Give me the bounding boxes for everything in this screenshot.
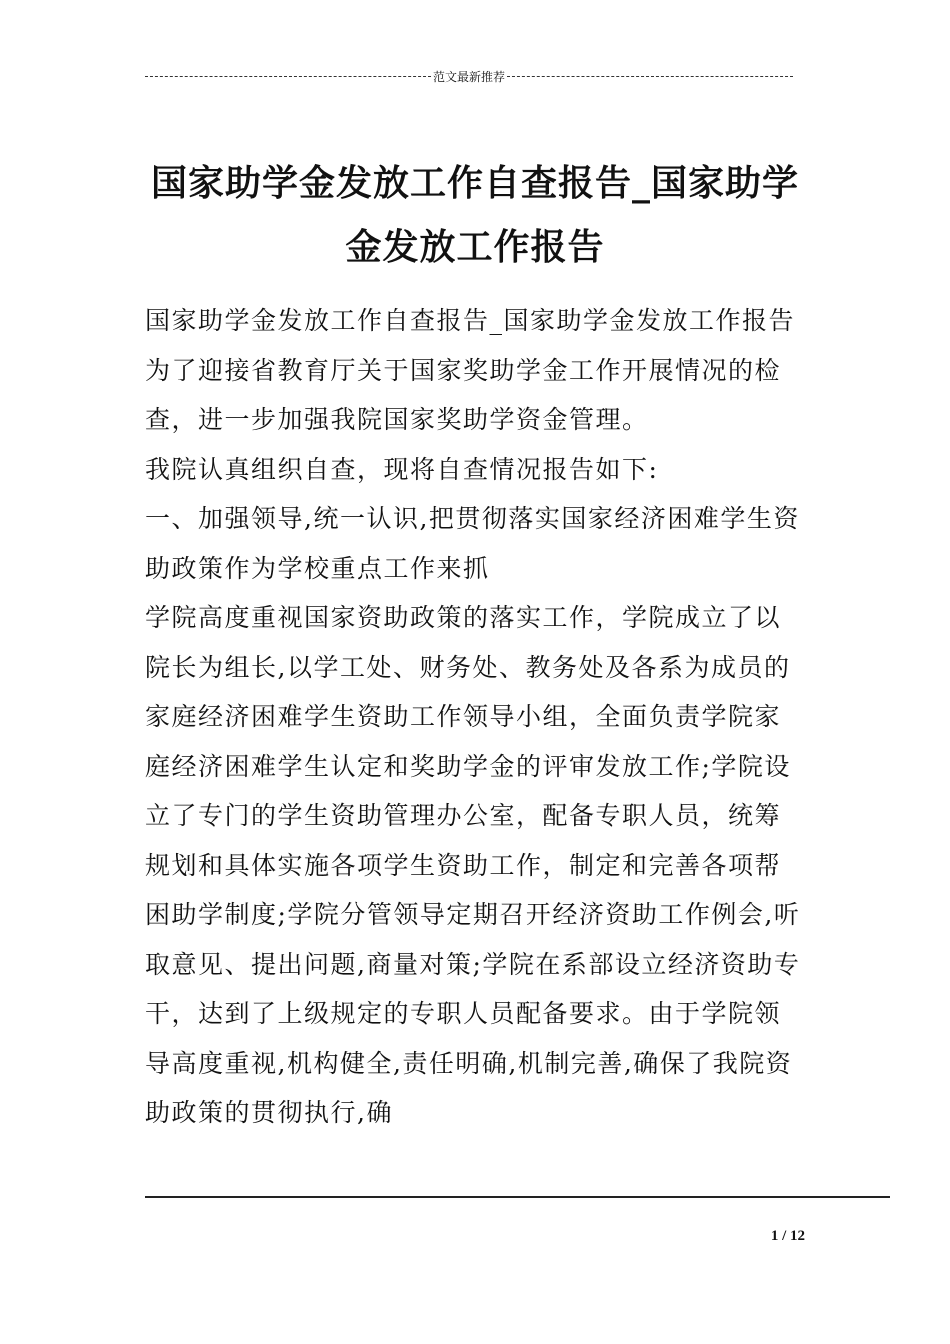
header-dash-right bbox=[507, 76, 793, 77]
paragraph-subtitle: 国家助学金发放工作自查报告_国家助学金发放工作报告 bbox=[145, 306, 796, 335]
paragraph-intro: 为了迎接省教育厅关于国家奖助学金工作开展情况的检查，进一步加强我院国家奖助学资金管理。 bbox=[145, 355, 782, 434]
page-header bbox=[145, 68, 793, 84]
document-title: 国家助学金发放工作自查报告_国家助学金发放工作报告 bbox=[150, 163, 799, 269]
page-number: 1 / 12 bbox=[770, 1228, 805, 1244]
footer-rule bbox=[145, 1196, 890, 1198]
header-label: 范文最新推荐 bbox=[433, 69, 506, 84]
section-heading-1: 一、加强领导,统一认识,把贯彻落实国家经济困难学生资助政策作为学校重点工作来抓 bbox=[145, 504, 800, 583]
document-body bbox=[145, 296, 807, 1138]
paragraph-section-1: 学院高度重视国家资助政策的落实工作，学院成立了以院长为组长,以学工处、财务处、教务处及各系为成员的家庭经济困难学生资助工作领导小组，全面负责学院家庭经济困难学生认定和奖助学金的评审发放工作;学院设立了专门的学生资助管理办公室，配备专职人员，统筹规划和具体实施各项学生资助工作，制定和完善各项帮困助学制度;学院分管领导定期召开经济资助工作例会,听取意见、提出问题,商量对策;学院在系部设立经济资助专干，达到了上级规定的专职人员配备要求。由于学院领导高度重视,机构健全,责任明确,机制完善,确保了我院资助政策的贯彻执行,确 bbox=[145, 603, 801, 1127]
paragraph-report-lead: 我院认真组织自查，现将自查情况报告如下: bbox=[145, 454, 659, 484]
header-dash-left bbox=[145, 76, 431, 77]
